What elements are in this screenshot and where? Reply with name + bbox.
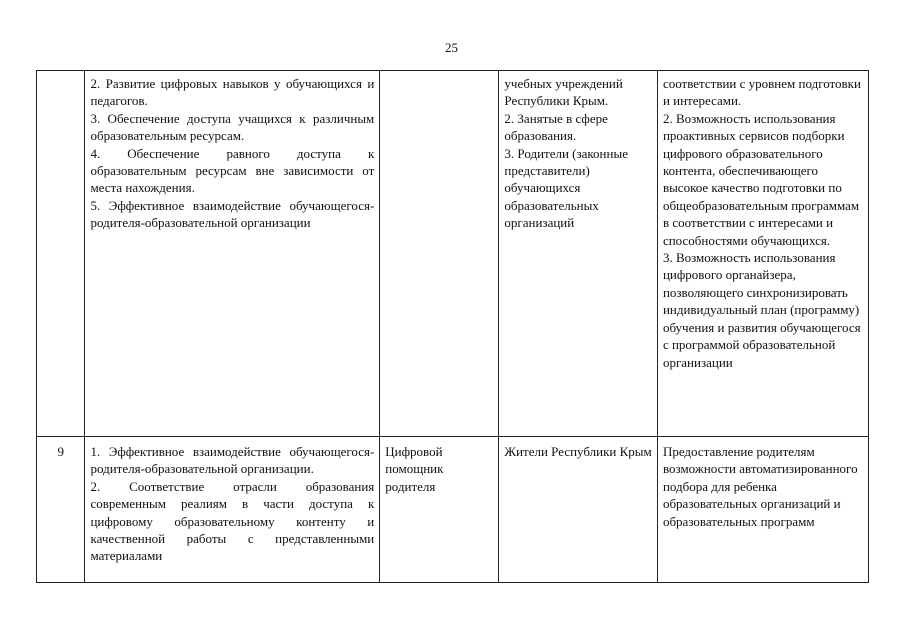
result-item: 2. Возможность использования проактивных сервисов подборки цифрового образовательного контента, обеспечивающего высокое качество подготовки по общеобразовательным программам в соответствии с интересами и способностями обучающихся. [662, 110, 860, 248]
projects-table [36, 70, 869, 583]
cell-result [657, 437, 868, 583]
cell-number: 9 [37, 437, 85, 583]
table-row [37, 71, 869, 437]
target-item: Жители Республики Крым [504, 444, 652, 459]
cell-target [499, 437, 658, 583]
cell-number [37, 71, 85, 437]
page-number: 25 [445, 40, 458, 55]
cell-target [499, 71, 658, 437]
task-item: 2. Развитие цифровых навыков у обучающихся и педагогов. [90, 76, 375, 109]
target-item: учебных учреждений Республики Крым. [504, 76, 623, 109]
cell-name: Цифровой помощник родителя [380, 437, 499, 583]
table-row [37, 437, 869, 583]
cell-tasks [85, 71, 380, 437]
cell-name [380, 71, 499, 437]
result-item: соответствии с уровнем подготовки и интересами. [662, 76, 861, 109]
result-item: Предоставление родителям возможности автоматизированного подбора для ребенка образовательных организаций и образовательных программ [662, 444, 858, 529]
result-item: 3. Возможность использования цифрового органайзера, позволяющего синхронизировать индивидуальный план (программу) обучения и развития обучающегося с программой образовательной организации [662, 250, 861, 370]
target-item: 3. Родители (законные представители) обучающихся образовательных организаций [504, 145, 628, 231]
task-item: 3. Обеспечение доступа учащихся к различным образовательным ресурсам. [90, 110, 375, 144]
task-item: 1. Эффективное взаимодействие обучающегося-родителя-образовательной организации. [90, 444, 375, 477]
task-item: 2. Соответствие отрасли образования современным реалиям в части доступа к цифровому образовательному контенту и качественной работы с представленными материалами [90, 478, 375, 564]
cell-tasks [85, 437, 380, 583]
cell-result [657, 71, 868, 437]
target-item: 2. Занятые в сфере образования. [504, 110, 608, 144]
task-item: 4. Обеспечение равного доступа к образовательным ресурсам вне зависимости от места нахождения. [90, 145, 375, 196]
task-item: 5. Эффективное взаимодействие обучающегося-родителя-образовательной организации [90, 197, 375, 231]
